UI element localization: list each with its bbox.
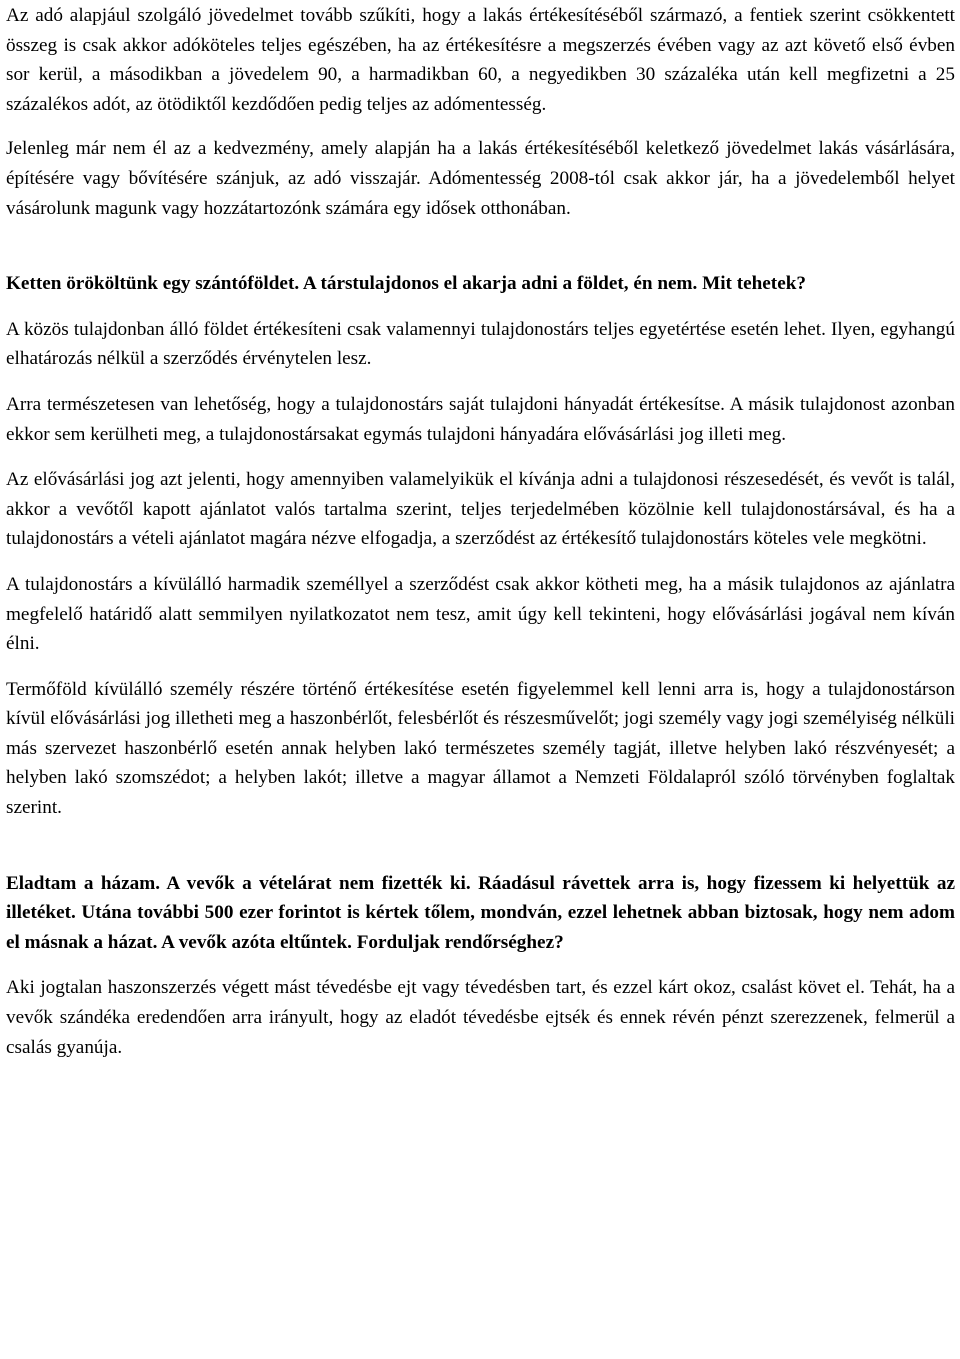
paragraph-own-share-sale: Arra természetesen van lehetőség, hogy a tulajdonostárs saját tulajdoni hányadát értékesítse. A másik tulajdonost azonban ekkor sem kerülheti meg, a tulajdonostársakat egymás tulajdoni hányadára elővásárlási jog illeti meg. bbox=[6, 393, 955, 445]
question-heading-inherited-land: Ketten örököltünk egy szántóföldet. A társtulajdonos el akarja adni a földet, én nem. Mit tehetek? bbox=[6, 273, 806, 295]
paragraph-preemption-right: Az elővásárlási jog azt jelenti, hogy amennyiben valamelyikük el kívánja adni a tulajdonosi részesedését, és vevőt is talál, akkor a vevőtől kapott ajánlatot valós tartalma szerint, teljes terjedelmében közölnie kell tulajdonostársával, és ha a tulajdonostárs a vételi ajánlatot magára nézve elfogadja, a szerződést az értékesítő tulajdonostárs köteles vele megkötni. bbox=[6, 469, 955, 550]
question-heading-house-sale: Eladtam a házam. A vevők a vételárat nem fizették ki. Ráadásul rávettek arra is, hogy fizessem ki helyettük az illetéket. Utána további 500 ezer forintot is kértek tőlem, mondván, ezzel lehetnek abban biztosak, hogy nem adom el másnak a házat. A vevők azóta eltűntek. Forduljak rendőrséghez? bbox=[6, 872, 955, 953]
paragraph-third-party-contract: A tulajdonostárs a kívülálló harmadik személlyel a szerződést csak akkor kötheti meg, ha a másik tulajdonos az ajánlatra megfelelő határidő alatt semmilyen nyilatkozatot nem tesz, amit úgy kell tekinteni, hogy elővásárlási jogával nem kíván élni. bbox=[6, 573, 955, 655]
paragraph-fraud-answer: Aki jogtalan haszonszerzés végett mást tévedésbe ejt vagy tévedésben tart, és ezzel kárt okoz, csalást követ el. Tehát, ha a vevők szándéka eredendően arra irányult, hogy az eladót tévedésbe ejtsék és ennek révén pénzt szerezzenek, felmerül a csalás gyanúja. bbox=[6, 977, 955, 1058]
paragraph-common-ownership: A közös tulajdonban álló földet értékesíteni csak valamennyi tulajdonostárs teljes egyetértése esetén lehet. Ilyen, egyhangú elhatározás nélkül a szerződés érvénytelen lesz. bbox=[6, 318, 955, 370]
document-page bbox=[6, 0, 955, 1062]
paragraph-discontinued-benefit: Jelenleg már nem él az a kedvezmény, amely alapján ha a lakás értékesítéséből keletkező jövedelmet lakás vásárlására, építésére vagy bővítésére szánjuk, az adó visszajár. Adómentesség 2008-tól csak akkor jár, ha a jövedelemből helyet vásárolunk magunk vagy hozzátartozónk számára egy idősek otthonában. bbox=[6, 138, 955, 219]
paragraph-farmland-sale: Termőföld kívülálló személy részére történő értékesítése esetén figyelemmel kell lenni arra is, hogy a tulajdonostárson kívül elővásárlási jog illetheti meg a haszonbérlőt, felesbérlőt és részesművelőt; jogi személy vagy jogi személyiség nélküli más szervezet haszonbérlő esetén annak helyben lakó természetes személy tagját, illetve helyben lakó részvényesét; a helyben lakó szomszédot; a helyben lakót; illetve a magyar államot a Nemzeti Földalapról szóló törvényben foglaltak szerint. bbox=[6, 678, 955, 819]
paragraph-tax-exemption: Az adó alapjául szolgáló jövedelmet tovább szűkíti, hogy a lakás értékesítéséből származó, a fentiek szerint csökkentett összeg is csak akkor adóköteles teljes egészében, ha az értékesítésre a megszerzés évében vagy az azt követő első évben sor kerül, a másodikban a jövedelem 90, a harmadikban 60, a negyedikben 30 százaléka után kell megfizetni a 25 százalékos adót, az ötödiktől kezdődően pedig teljes az adómentesség. bbox=[6, 5, 955, 115]
